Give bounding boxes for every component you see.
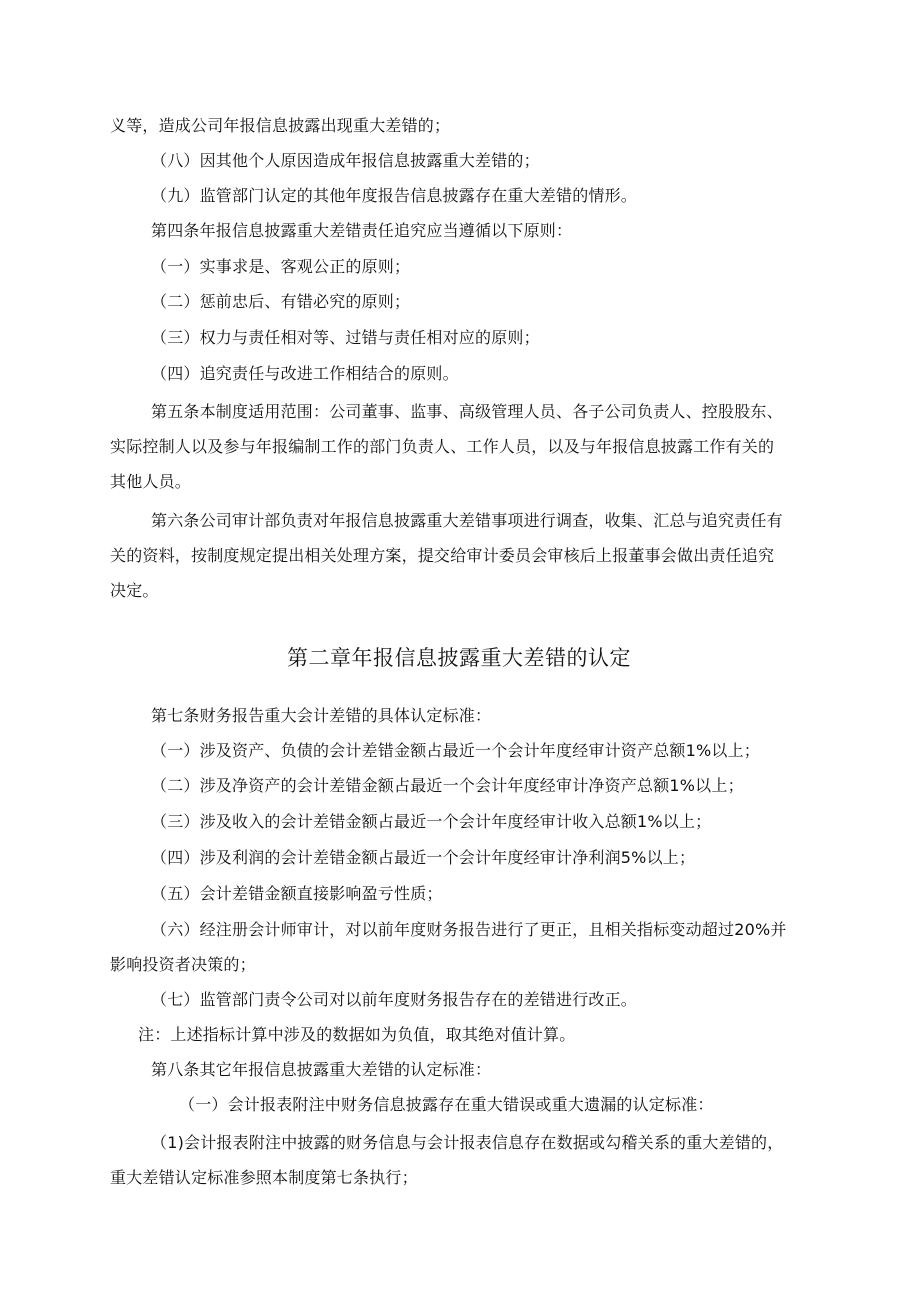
criterion-5: （五）会计差错金额直接影响盈亏性质； <box>151 884 443 903</box>
criterion-1: （一）涉及资产、负债的会计差错金额占最近一个会计年度经审计资产总额1%以上； <box>151 741 760 760</box>
article-6-line-3: 决定。 <box>110 581 159 600</box>
note: 注：上述指标计算中涉及的数据如为负值，取其绝对值计算。 <box>138 1025 576 1044</box>
article-8: 第八条其它年报信息披露重大差错的认定标准： <box>151 1060 492 1079</box>
article-5-line-3: 其他人员。 <box>110 472 192 491</box>
criterion-4: （四）涉及利润的会计差错金额占最近一个会计年度经审计净利润5%以上； <box>151 848 696 867</box>
chapter-heading: 第二章年报信息披露重大差错的认定 <box>287 646 631 670</box>
criterion-7: （七）监管部门责令公司对以前年度财务报告存在的差错进行改正。 <box>151 990 638 1009</box>
article-6-line-2: 关的资料，按制度规定提出相关处理方案，提交给审计委员会审核后上报董事会做出责任追究 <box>110 546 775 565</box>
list-item-3: （三）权力与责任相对等、过错与责任相对应的原则； <box>151 328 540 347</box>
paragraph-line: 义等，造成公司年报信息披露出现重大差错的； <box>110 116 451 135</box>
article-6-line-1: 第六条公司审计部负责对年报信息披露重大差错事项进行调查，收集、汇总与追究责任有 <box>151 511 783 530</box>
article-5-line-2: 实际控制人以及参与年报编制工作的部门负责人、工作人员，以及与年报信息披露工作有关的 <box>110 437 775 456</box>
standard-1: （一）会计报表附注中财务信息披露存在重大错误或重大遗漏的认定标准： <box>179 1095 714 1114</box>
list-item-4: （四）追究责任与改进工作相结合的原则。 <box>151 364 459 383</box>
article-4: 第四条年报信息披露重大差错责任追究应当遵循以下原则： <box>151 221 573 240</box>
criterion-3: （三）涉及收入的会计差错金额占最近一个会计年度经审计收入总额1%以上； <box>151 812 712 831</box>
list-item-2: （二）惩前忠后、有错必究的原则； <box>151 292 411 311</box>
list-item-9: （九）监管部门认定的其他年度报告信息披露存在重大差错的情形。 <box>151 186 638 205</box>
list-item-1: （一）实事求是、客观公正的原则； <box>151 257 411 276</box>
criterion-6-line-2: 影响投资者决策的； <box>110 955 256 974</box>
criterion-2: （二）涉及净资产的会计差错金额占最近一个会计年度经审计净资产总额1%以上； <box>151 776 744 795</box>
article-7: 第七条财务报告重大会计差错的具体认定标准： <box>151 706 492 725</box>
criterion-6-line-1: （六）经注册会计师审计，对以前年度财务报告进行了更正，且相关指标变动超过20%并 <box>151 920 787 939</box>
article-5-line-1: 第五条本制度适用范围：公司董事、监事、高级管理人员、各子公司负责人、控股股东、 <box>151 402 783 421</box>
sub-item-1-line-2: 重大差错认定标准参照本制度第七条执行； <box>110 1168 418 1187</box>
list-item-8: （八）因其他个人原因造成年报信息披露重大差错的； <box>151 151 540 170</box>
sub-item-1-line-1: （1)会计报表附注中披露的财务信息与会计报表信息存在数据或勾稽关系的重大差错的， <box>151 1133 784 1152</box>
